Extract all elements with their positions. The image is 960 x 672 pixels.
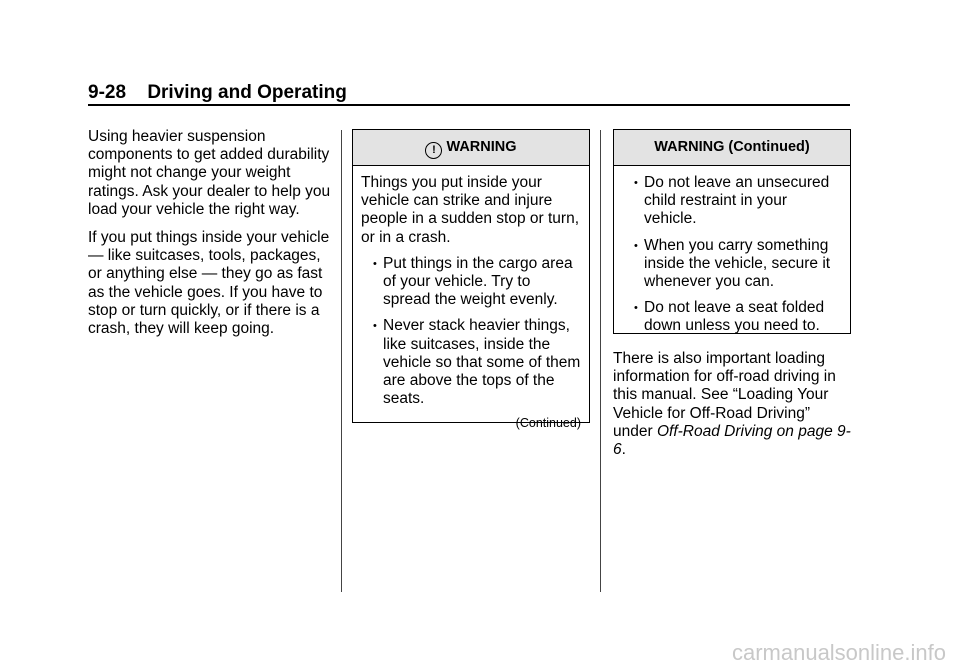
paragraph-offroad: There is also important loading information for off-road driving in this manual. See “Loading Your Vehicle for Off-Road Driving” under Off-Road Driving on page 9-6. [613,350,851,459]
bullet-icon: • [634,302,638,315]
bullet-icon: • [634,177,638,189]
column-3 [613,350,853,469]
bullet-icon: • [373,257,377,270]
warning-box-1-header [353,130,589,166]
bullet-icon: • [634,239,638,252]
list-item: • Never stack heavier things, like suitcases, inside the vehicle so that some of them are above the tops of the seats. [373,317,581,408]
continued-label: (Continued) [515,416,581,431]
list-item: • Do not leave an unsecured child restraint in your vehicle. [634,174,830,228]
warning-intro: Things you put inside your vehicle can strike and injure people in a sudden stop or turn, or in a crash. [361,174,580,246]
page-header [88,82,347,104]
column-divider-1 [341,130,342,592]
column-1 [88,128,333,348]
paragraph-suspension: Using heavier suspension components to get added durability might not change your weight ratings. Ask your dealer to help you load your vehicle the right way. [88,128,331,218]
bullet-icon: • [373,320,377,333]
warning-title: WARNING [446,139,517,155]
page-number: 9-28 [88,82,127,103]
list-item: • When you carry something inside the vehicle, secure it whenever you can. [634,236,831,291]
section-title: Driving and Operating [147,82,347,103]
warning-box-2-header: WARNING (Continued) [614,130,850,166]
list-item: • Do not leave a seat folded down unless you need to. [634,299,825,335]
watermark: carmanualsonline.info [731,640,946,665]
warning-exclamation-icon: ! [425,142,442,159]
list-item: • Put things in the cargo area of your vehicle. Try to spread the weight evenly. [373,254,573,309]
column-divider-2 [600,130,601,592]
header-rule [88,104,850,106]
warning-box-1 [352,129,590,431]
warning-box-2 [613,129,851,334]
paragraph-loose-items: If you put things inside your vehicle — like suitcases, tools, packages, or anything else — they go as fast as the vehicle goes. If you have to stop or turn quickly, or if there is a crash, they will keep going. [88,229,330,338]
cross-reference-link[interactable]: Off-Road Driving on page 9-6 [613,422,851,459]
